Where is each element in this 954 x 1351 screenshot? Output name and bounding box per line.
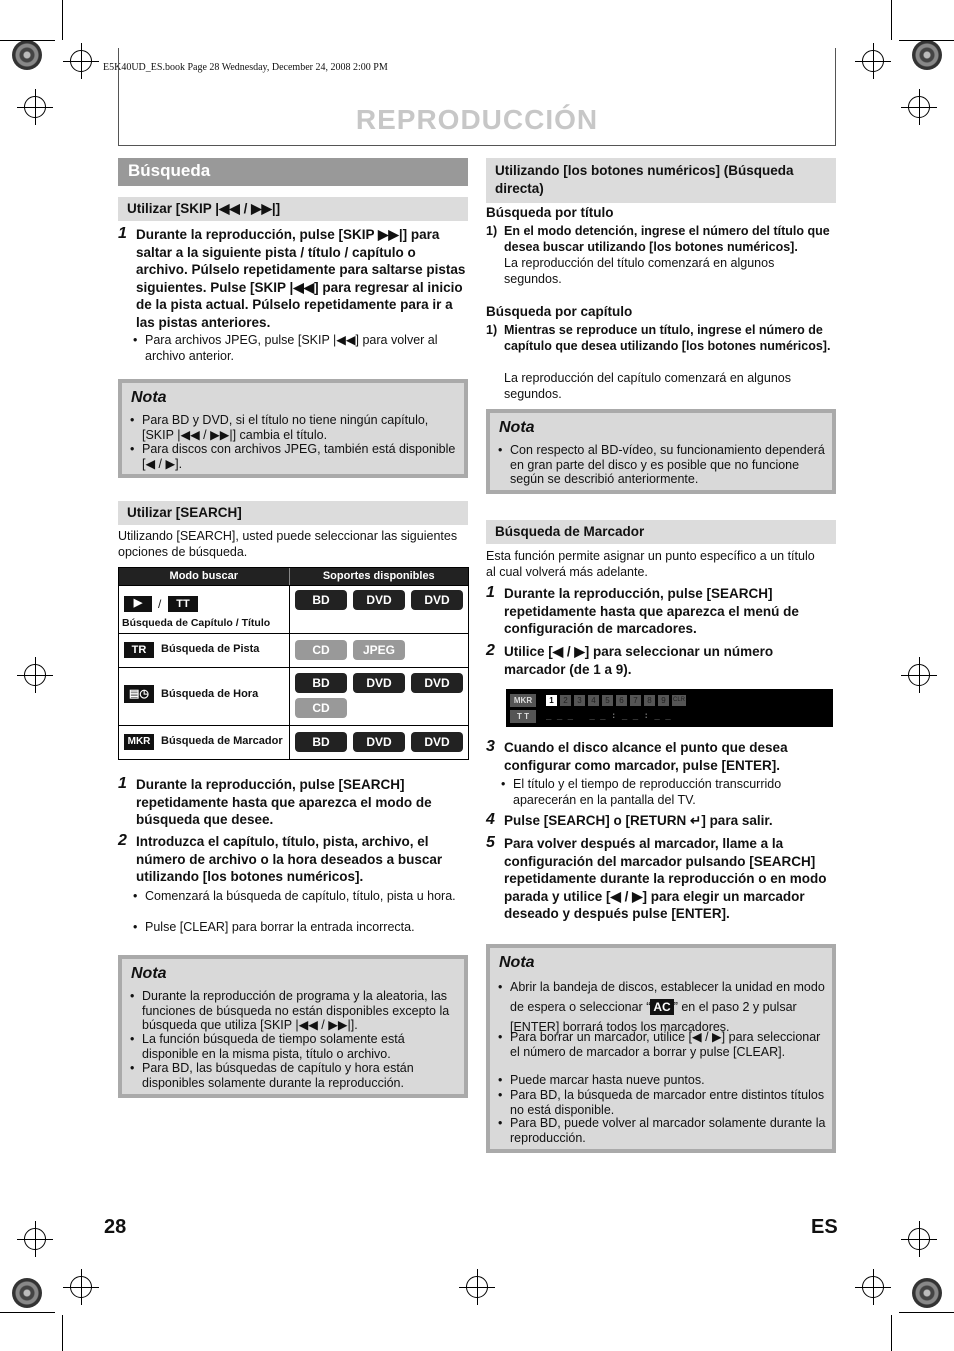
nota-box-3 bbox=[486, 409, 836, 494]
bd-logo-icon: BD bbox=[295, 673, 347, 693]
play-icon: ▶ bbox=[124, 596, 152, 612]
crosshair-icon bbox=[24, 664, 46, 686]
marker-step-2 bbox=[486, 642, 836, 678]
marker-slot: 4 bbox=[588, 695, 599, 706]
item-number: 1) bbox=[486, 224, 498, 238]
registration-disc-icon bbox=[12, 1278, 42, 1308]
clock-icon: ▤◷ bbox=[124, 685, 154, 703]
ac-icon: AC bbox=[650, 999, 673, 1015]
nota-bullet: • La función búsqueda de tiempo solamente está disponible en la misma pista, título o archivo. bbox=[130, 1032, 464, 1061]
subheader-direct-search: Utilizando [los botones numéricos] (Búsqueda directa) bbox=[486, 158, 836, 203]
crosshair-icon bbox=[70, 1276, 92, 1298]
nota-box-1 bbox=[118, 379, 468, 478]
nota-bullet: • Para borrar un marcador, utilice [◀ / ▶] para seleccionar el número de marcador a borrar y pulse [CLEAR]. bbox=[498, 1030, 830, 1059]
crop-mark bbox=[62, 1315, 63, 1351]
marker-intro: Esta función permite asignar un punto específico a un título al cual volverá más adelante. bbox=[486, 549, 815, 579]
tt-icon: TT bbox=[168, 596, 198, 612]
marker-slot: 3 bbox=[574, 695, 585, 706]
table-row bbox=[119, 585, 468, 633]
nota-bullet: • Para BD y DVD, si el título no tiene ningún capítulo, [SKIP |◀◀ / ▶▶|] cambia el título. bbox=[130, 413, 462, 442]
cd-logo-icon: CD bbox=[295, 698, 347, 718]
column-divider bbox=[289, 668, 290, 725]
search-step-2-text: Introduzca el capítulo, título, pista, archivo, el número de archivo o la hora deseados a buscar utilizando [los botones numéricos]. bbox=[136, 834, 443, 884]
crosshair-icon bbox=[908, 1228, 930, 1250]
registration-disc-icon bbox=[912, 1278, 942, 1308]
step-number: 4 bbox=[486, 811, 495, 828]
search-bullet: • Pulse [CLEAR] para borrar la entrada incorrecta. bbox=[133, 920, 465, 936]
chapter-search-item bbox=[486, 322, 836, 354]
skip-step-1 bbox=[118, 225, 468, 331]
table-row bbox=[119, 633, 468, 667]
crop-mark bbox=[891, 1315, 892, 1351]
nota-title: Nota bbox=[131, 965, 167, 982]
nota-bullet: • Para discos con archivos JPEG, también está disponible [◀ / ▶]. bbox=[130, 442, 462, 471]
marker-slot: 9 bbox=[658, 695, 669, 706]
marker-step-4-text: Pulse [SEARCH] o [RETURN ↵] para salir. bbox=[504, 813, 773, 828]
bd-logo-icon: BD bbox=[295, 732, 347, 752]
mkr-icon: MKR bbox=[124, 734, 154, 750]
registration-disc-icon bbox=[12, 40, 42, 70]
dvd-video-logo-icon: DVD bbox=[353, 590, 405, 610]
search-mode-table bbox=[118, 567, 469, 760]
nota-title: Nota bbox=[499, 419, 535, 436]
step-number: 3 bbox=[486, 738, 495, 755]
step-number: 1 bbox=[118, 775, 127, 792]
table-header bbox=[119, 568, 468, 585]
dvd-vr-logo-icon: DVD bbox=[411, 732, 463, 752]
col-header-media: Soportes disponibles bbox=[289, 568, 468, 585]
subheader-skip: Utilizar [SKIP |◀◀ / ▶▶|] bbox=[118, 197, 468, 221]
jpeg-logo-icon: JPEG bbox=[353, 640, 405, 660]
title-search-item bbox=[486, 223, 836, 255]
marker-step-3 bbox=[486, 738, 836, 774]
marker-step-2-text: Utilice [◀ / ▶] para seleccionar un número marcador (de 1 a 9). bbox=[504, 644, 774, 677]
dvd-vr-logo-icon: DVD bbox=[411, 673, 463, 693]
row-label: Búsqueda de Capítulo / Título bbox=[122, 617, 271, 629]
table-row bbox=[119, 667, 468, 725]
registration-disc-icon bbox=[912, 40, 942, 70]
language-code: ES bbox=[811, 1216, 838, 1238]
crosshair-icon bbox=[466, 1276, 488, 1298]
marker-step-3-text: Cuando el disco alcance el punto que desea configurar como marcador, pulse [ENTER]. bbox=[504, 740, 788, 773]
subheader-marker: Búsqueda de Marcador bbox=[486, 520, 836, 544]
column-divider bbox=[289, 726, 290, 759]
column-divider bbox=[289, 586, 290, 633]
search-step-1-text: Durante la reproducción, pulse [SEARCH] repetidamente hasta que aparezca el modo de búsqueda que desee. bbox=[136, 777, 432, 827]
section-header-busqueda: Búsqueda bbox=[118, 158, 468, 186]
marker-step-1-text: Durante la reproducción, pulse [SEARCH] repetidamente hasta que aparezca el menú de configuración de marcadores. bbox=[504, 586, 799, 636]
title-search-heading: Búsqueda por título bbox=[486, 205, 614, 220]
tr-icon: TR bbox=[124, 642, 154, 658]
marker-slot: 2 bbox=[560, 695, 571, 706]
page-number: 28 bbox=[104, 1216, 127, 1238]
crosshair-icon bbox=[70, 50, 92, 72]
page-title: REPRODUCCIÓN bbox=[355, 104, 599, 135]
row-label: Búsqueda de Hora bbox=[161, 688, 259, 700]
dvd-vr-logo-icon: DVD bbox=[411, 590, 463, 610]
item-number: 1) bbox=[486, 323, 498, 337]
chapter-search-note: La reproducción del capítulo comenzará en algunos segundos. bbox=[504, 371, 791, 401]
search-intro: Utilizando [SEARCH], usted puede seleccionar las siguientes opciones de búsqueda. bbox=[118, 529, 458, 559]
crosshair-icon bbox=[862, 1276, 884, 1298]
step-number: 1 bbox=[118, 225, 127, 242]
nota-bullet: • Puede marcar hasta nueve puntos. bbox=[498, 1073, 830, 1088]
osd-time: _ _ _ _ _ : _ _ : _ _ bbox=[546, 711, 671, 721]
table-row bbox=[119, 725, 468, 759]
step-number: 2 bbox=[486, 642, 495, 659]
title-search-note: La reproducción del título comenzará en algunos segundos. bbox=[504, 256, 775, 286]
mkr-tag: MKR bbox=[510, 694, 536, 707]
nota-box-4 bbox=[486, 944, 836, 1153]
slash-separator: / bbox=[158, 597, 162, 611]
marker-step-4 bbox=[486, 811, 836, 830]
crosshair-icon bbox=[24, 96, 46, 118]
crosshair-icon bbox=[24, 1228, 46, 1250]
crosshair-icon bbox=[908, 96, 930, 118]
marker-bullet: • El título y el tiempo de reproducción transcurrido aparecerán en la pantalla del TV. bbox=[501, 777, 833, 808]
row-label: Búsqueda de Marcador bbox=[161, 735, 283, 747]
marker-slot: 5 bbox=[602, 695, 613, 706]
crosshair-icon bbox=[908, 664, 930, 686]
marker-slot: 8 bbox=[644, 695, 655, 706]
book-info-line: E5K40UD_ES.book Page 28 Wednesday, December 24, 2008 2:00 PM bbox=[103, 62, 388, 73]
skip-step-1-text: Durante la reproducción, pulse [SKIP ▶▶|] para saltar a la siguiente pista / título / capítulo o archivo. Púlselo repetidamente para saltarse pistas siguientes. Pulse [SKIP |◀◀] para regresar al inicio de la pista actual. Púlselo repetidamente para ir a las pistas anteriores. bbox=[136, 227, 466, 330]
marker-osd-display bbox=[506, 689, 833, 727]
nota-bullet bbox=[498, 977, 830, 1037]
marker-step-1 bbox=[486, 584, 836, 638]
search-step-1 bbox=[118, 775, 468, 829]
col-header-mode: Modo buscar bbox=[169, 570, 238, 582]
marker-slot-1: 1 bbox=[546, 695, 557, 706]
chapter-search-text: Mientras se reproduce un título, ingrese el número de capítulo que desea utilizando [los botones numéricos]. bbox=[504, 323, 831, 353]
step-number: 1 bbox=[486, 584, 495, 601]
crosshair-icon bbox=[862, 50, 884, 72]
title-search-text: En el modo detención, ingrese el número del título que desea buscar utilizando [los botones numéricos]. bbox=[504, 224, 830, 254]
crop-mark bbox=[62, 0, 63, 40]
nota-box-2 bbox=[118, 955, 468, 1098]
row-label: Búsqueda de Pista bbox=[161, 643, 260, 655]
cd-logo-icon: CD bbox=[295, 640, 347, 660]
subheader-search: Utilizar [SEARCH] bbox=[118, 501, 468, 525]
crop-mark bbox=[899, 1312, 954, 1313]
column-divider bbox=[289, 634, 290, 667]
nota-bullet: • Para BD, las búsquedas de capítulo y hora están disponibles solamente durante la reproducción. bbox=[130, 1061, 464, 1090]
step-number: 5 bbox=[486, 834, 495, 851]
marker-step-5-text: Para volver después al marcador, llame a la configuración del marcador pulsando [SEARCH] repetidamente durante la reproducción o en modo parada y utilice [◀ / ▶] para elegir un marcador deseado y después pulse [ENTER]. bbox=[504, 836, 827, 921]
crop-mark bbox=[891, 0, 892, 40]
marker-slot-clear: CLR bbox=[672, 695, 686, 706]
nota-bullet: • Durante la reproducción de programa y la aleatoria, las funciones de búsqueda no están disponibles excepto la búsqueda que utiliza [SKIP |◀◀ / ▶▶|]. bbox=[130, 989, 464, 1033]
crop-mark bbox=[899, 40, 954, 41]
nota-bullet: • Para BD, la búsqueda de marcador entre distintos títulos no está disponible. bbox=[498, 1088, 830, 1117]
nota-title: Nota bbox=[499, 954, 535, 971]
dvd-video-logo-icon: DVD bbox=[353, 732, 405, 752]
marker-slot: 6 bbox=[616, 695, 627, 706]
chapter-search-heading: Búsqueda por capítulo bbox=[486, 304, 633, 319]
bd-logo-icon: BD bbox=[295, 590, 347, 610]
search-bullet: • Comenzará la búsqueda de capítulo, título, pista u hora. bbox=[133, 889, 465, 905]
search-step-2 bbox=[118, 832, 468, 886]
nota-title: Nota bbox=[131, 389, 167, 406]
nota-bullet-text: ” en el paso 2 y pulsar [ENTER] borrará todos los marcadores. bbox=[510, 1000, 797, 1034]
crop-mark bbox=[0, 40, 55, 41]
marker-step-5 bbox=[486, 834, 836, 923]
nota-bullet-text: Abrir la bandeja de discos, establecer la unidad en modo de espera o seleccionar “ bbox=[510, 980, 825, 1014]
crop-mark bbox=[0, 1312, 55, 1313]
marker-slot: 7 bbox=[630, 695, 641, 706]
nota-bullet: • Con respecto al BD-vídeo, su funcionamiento dependerá en gran parte del disco y es posible que no funcione según se describió anteriormente. bbox=[498, 443, 830, 487]
step-number: 2 bbox=[118, 832, 127, 849]
tt-tag: T T bbox=[510, 710, 536, 723]
skip-bullet: • Para archivos JPEG, pulse [SKIP |◀◀] para volver al archivo anterior. bbox=[133, 333, 465, 364]
nota-bullet: • Para BD, puede volver al marcador solamente durante la reproducción. bbox=[498, 1116, 830, 1145]
dvd-video-logo-icon: DVD bbox=[353, 673, 405, 693]
